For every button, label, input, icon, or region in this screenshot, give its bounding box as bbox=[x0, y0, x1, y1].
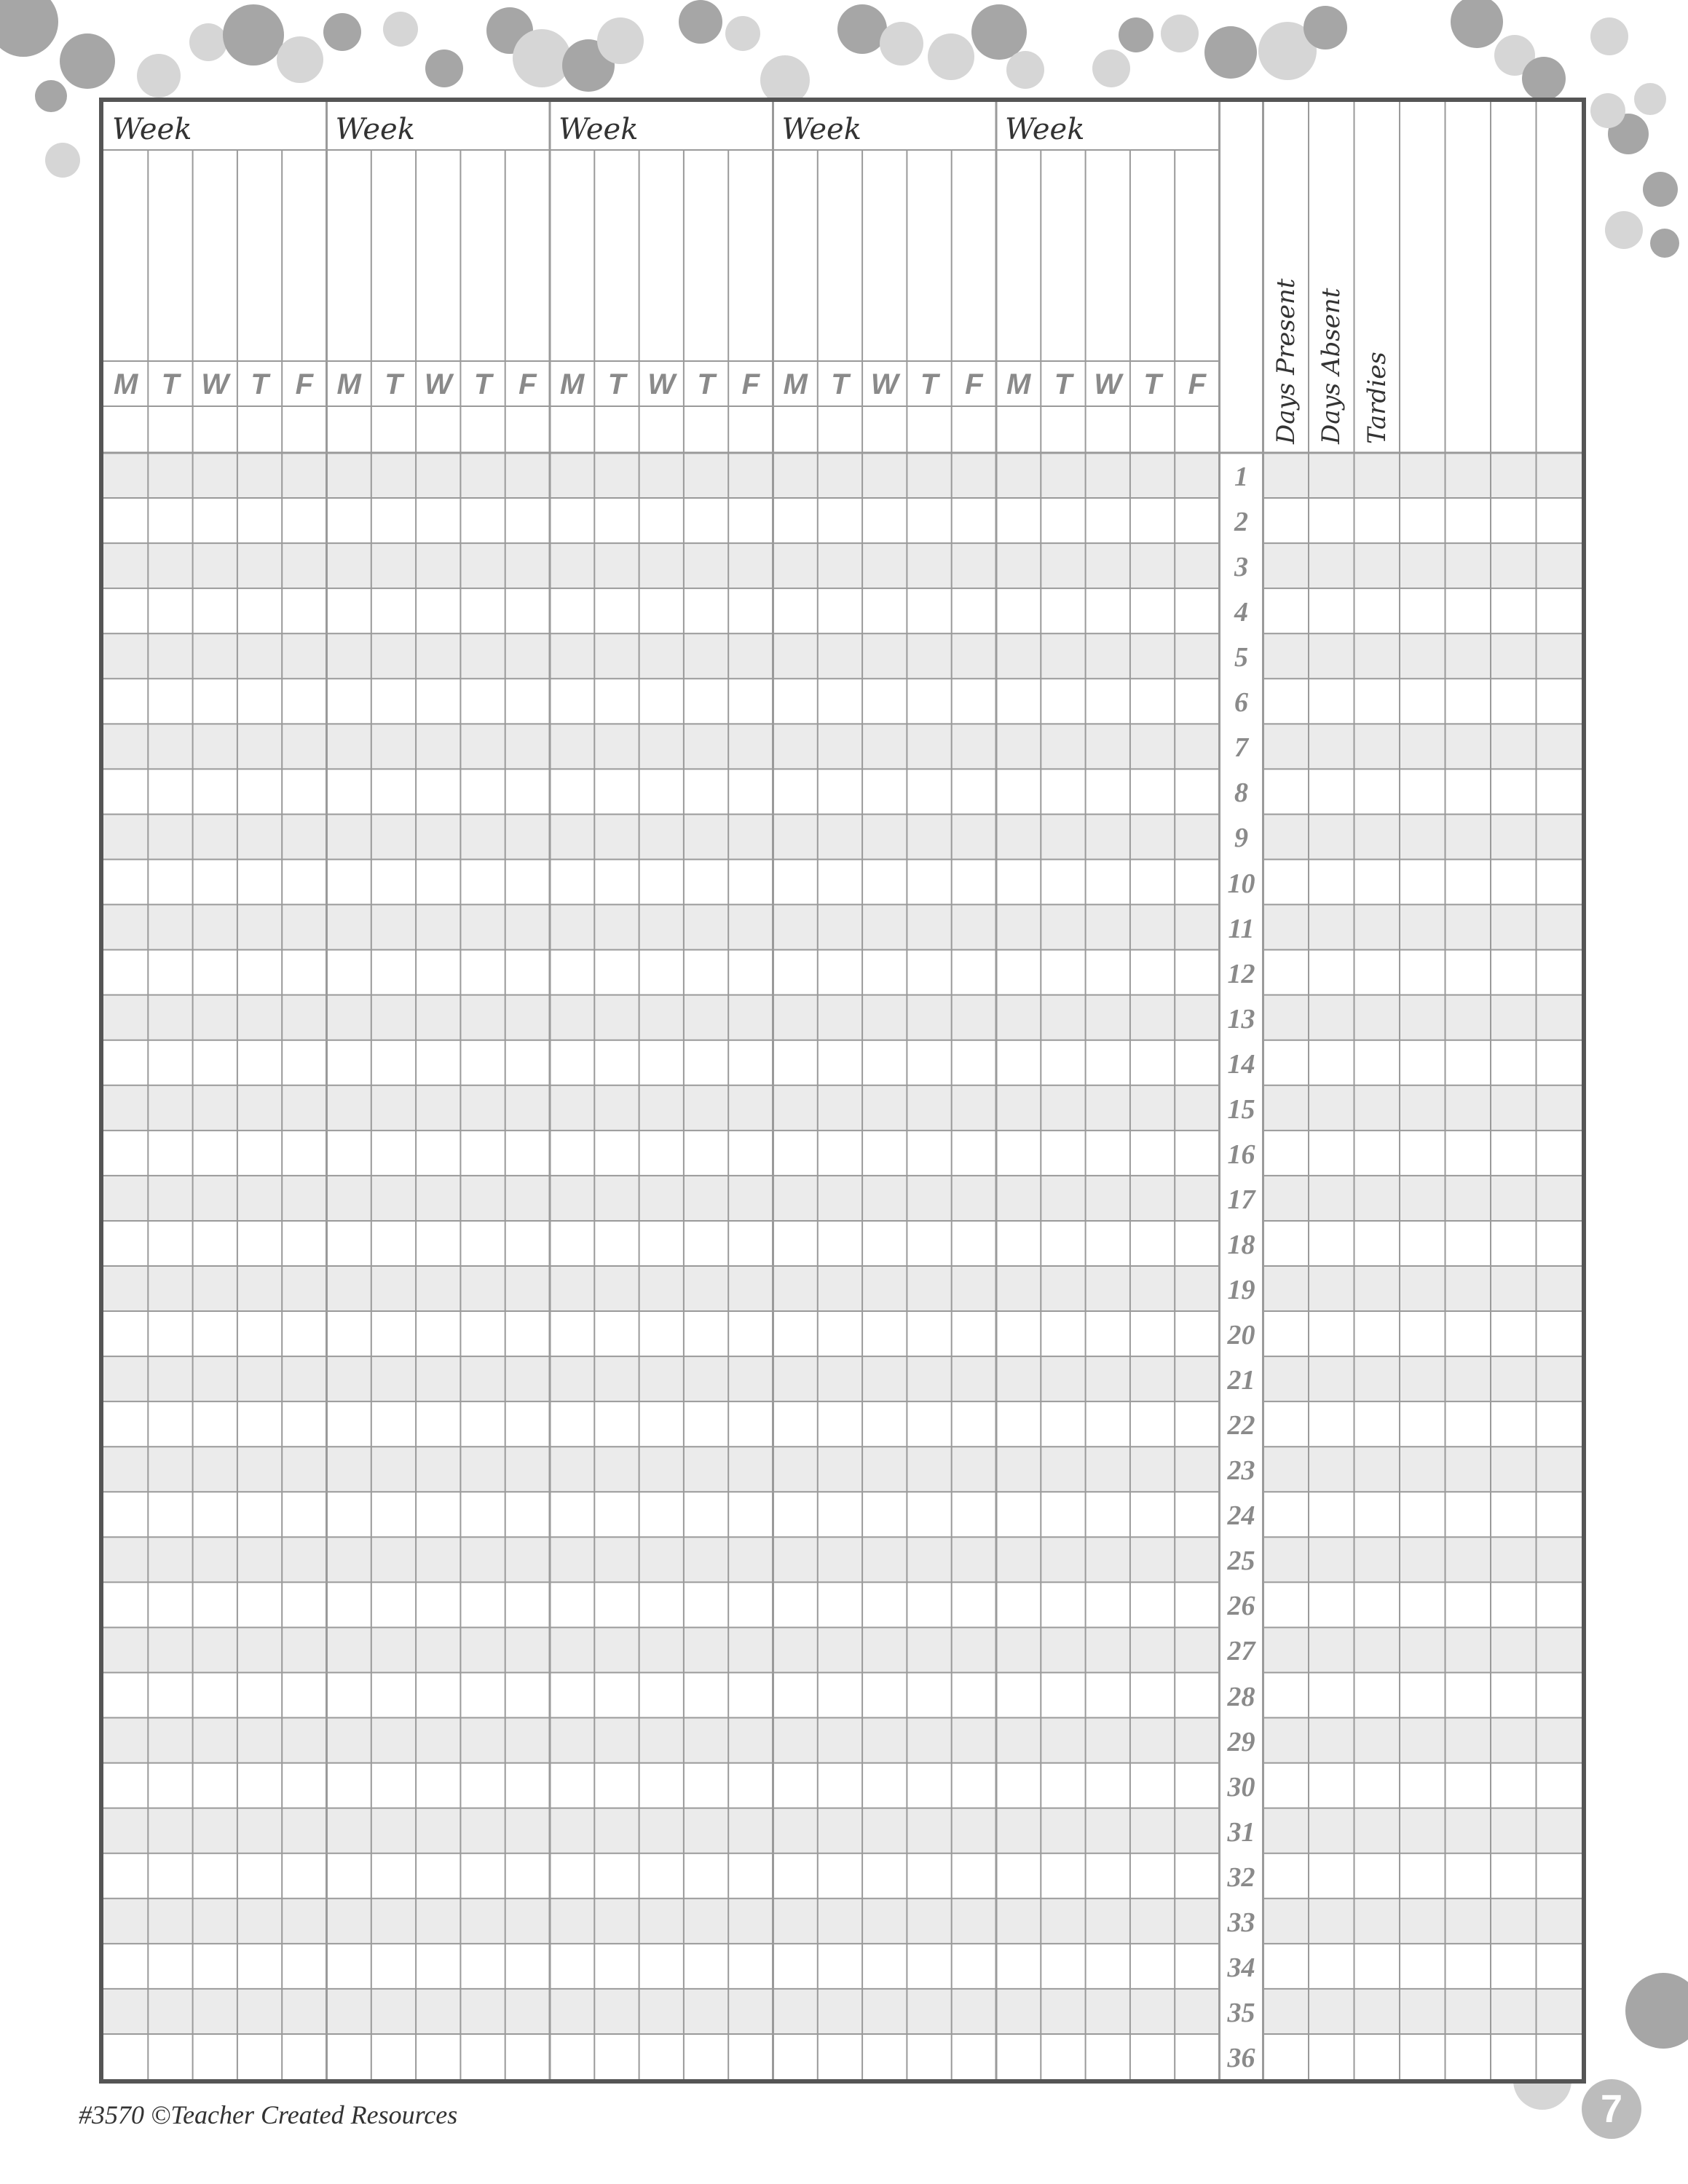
day-label: T bbox=[607, 368, 626, 400]
row-number: 17 bbox=[1227, 1184, 1255, 1215]
attendance-chart bbox=[99, 98, 1586, 2084]
page-number: 7 bbox=[1582, 2079, 1641, 2139]
week-label: Week bbox=[781, 113, 861, 146]
row-number: 21 bbox=[1227, 1365, 1255, 1396]
row-number: 26 bbox=[1227, 1591, 1255, 1622]
confetti-dot bbox=[323, 13, 361, 51]
row-shade bbox=[1263, 1085, 1582, 1131]
row-shade bbox=[103, 814, 1220, 859]
row-shade bbox=[1263, 1266, 1582, 1311]
row-number: 27 bbox=[1227, 1636, 1255, 1667]
row-number: 11 bbox=[1228, 913, 1255, 944]
confetti-dot bbox=[1605, 211, 1643, 249]
confetti-dot bbox=[137, 54, 181, 98]
row-shade bbox=[1263, 1176, 1582, 1221]
row-number: 3 bbox=[1234, 552, 1248, 583]
row-shade bbox=[1263, 1808, 1582, 1853]
row-shade bbox=[103, 633, 1220, 678]
row-shade bbox=[1263, 453, 1582, 498]
confetti-dot bbox=[597, 17, 644, 64]
confetti-dot bbox=[1522, 57, 1566, 100]
confetti-dot bbox=[1494, 35, 1535, 76]
row-number: 23 bbox=[1227, 1455, 1255, 1487]
confetti-dot bbox=[1608, 114, 1649, 154]
confetti-dot bbox=[837, 4, 887, 54]
row-number: 25 bbox=[1227, 1546, 1255, 1577]
row-number: 12 bbox=[1227, 958, 1255, 989]
confetti-dot bbox=[1451, 0, 1503, 48]
confetti-dot bbox=[277, 36, 323, 83]
confetti-dot bbox=[1258, 22, 1317, 80]
row-number: 35 bbox=[1227, 1997, 1255, 2028]
row-number: 30 bbox=[1227, 1771, 1255, 1803]
row-shade bbox=[103, 1808, 1220, 1853]
row-number: 14 bbox=[1227, 1048, 1255, 1080]
row-number: 24 bbox=[1227, 1500, 1255, 1532]
confetti-dot bbox=[486, 7, 533, 54]
row-shade bbox=[1263, 814, 1582, 859]
row-number: 9 bbox=[1234, 823, 1248, 854]
row-number: 7 bbox=[1234, 732, 1248, 764]
row-number: 1 bbox=[1234, 462, 1248, 492]
day-label: W bbox=[424, 368, 452, 400]
tally-column-label: Days Present bbox=[1271, 278, 1301, 444]
week-label: Week bbox=[112, 113, 192, 146]
confetti-dot bbox=[1304, 6, 1347, 50]
week-label: Week bbox=[1005, 113, 1085, 146]
day-label: M bbox=[113, 368, 138, 400]
confetti-dot bbox=[725, 16, 760, 51]
day-label: T bbox=[920, 368, 939, 400]
confetti-dot bbox=[1590, 93, 1625, 128]
confetti-dot bbox=[679, 0, 722, 44]
row-shade bbox=[103, 905, 1220, 950]
day-label: W bbox=[870, 368, 899, 400]
row-shade bbox=[103, 1085, 1220, 1131]
week-label: Week bbox=[335, 113, 415, 146]
row-shade bbox=[103, 1266, 1220, 1311]
row-shade bbox=[1263, 633, 1582, 678]
row-number: 32 bbox=[1227, 1861, 1255, 1893]
confetti-dot bbox=[60, 33, 115, 89]
day-label: W bbox=[201, 368, 229, 400]
day-label: T bbox=[1143, 368, 1162, 400]
row-shade bbox=[1263, 543, 1582, 588]
day-label: T bbox=[831, 368, 849, 400]
day-label: M bbox=[783, 368, 808, 400]
row-shade bbox=[103, 1989, 1220, 2034]
day-label: T bbox=[161, 368, 180, 400]
confetti-dot bbox=[223, 4, 284, 66]
row-shade bbox=[103, 1176, 1220, 1221]
copyright-footer: #3570 ©Teacher Created Resources bbox=[79, 2100, 458, 2129]
row-number: 28 bbox=[1227, 1681, 1255, 1712]
day-label: T bbox=[1054, 368, 1073, 400]
row-number: 4 bbox=[1234, 597, 1248, 628]
confetti-dot bbox=[35, 80, 67, 112]
row-shade bbox=[1263, 1899, 1582, 1944]
confetti-dot bbox=[1092, 50, 1130, 87]
row-number: 19 bbox=[1227, 1275, 1255, 1305]
row-number: 13 bbox=[1227, 1003, 1255, 1034]
row-number: 18 bbox=[1227, 1229, 1255, 1260]
day-label: T bbox=[473, 368, 492, 400]
row-shade bbox=[103, 1718, 1220, 1763]
row-number: 16 bbox=[1227, 1139, 1255, 1170]
tally-column-label: Days Absent bbox=[1317, 288, 1346, 444]
day-label: T bbox=[251, 368, 269, 400]
row-shade bbox=[1263, 1627, 1582, 1672]
day-label: F bbox=[1188, 368, 1207, 400]
row-number: 15 bbox=[1227, 1093, 1255, 1125]
row-shade bbox=[103, 543, 1220, 588]
row-number: 34 bbox=[1227, 1952, 1255, 1983]
row-shade bbox=[1263, 1447, 1582, 1492]
row-shade bbox=[1263, 1989, 1582, 2034]
day-label: T bbox=[384, 368, 403, 400]
row-number: 6 bbox=[1234, 687, 1248, 719]
row-shade bbox=[1263, 1718, 1582, 1763]
row-shade bbox=[103, 1356, 1220, 1401]
day-label: W bbox=[647, 368, 676, 400]
row-number: 5 bbox=[1234, 642, 1248, 673]
confetti-dot bbox=[1590, 17, 1628, 55]
confetti-dot bbox=[971, 4, 1027, 60]
day-label: F bbox=[741, 368, 760, 400]
confetti-dot bbox=[0, 0, 58, 57]
row-shade bbox=[103, 1899, 1220, 1944]
confetti-dot bbox=[1204, 26, 1257, 79]
week-label: Week bbox=[559, 113, 639, 146]
tally-column-label: Tardies bbox=[1362, 352, 1392, 444]
row-number: 31 bbox=[1227, 1816, 1255, 1848]
confetti-dot bbox=[1634, 83, 1666, 115]
row-number: 22 bbox=[1227, 1410, 1255, 1441]
confetti-dot bbox=[1006, 51, 1044, 89]
row-shade bbox=[1263, 1356, 1582, 1401]
day-label: F bbox=[295, 368, 314, 400]
row-number: 29 bbox=[1227, 1726, 1255, 1757]
confetti-dot bbox=[383, 12, 418, 47]
row-shade bbox=[103, 724, 1220, 769]
day-label: F bbox=[965, 368, 983, 400]
confetti-dot bbox=[880, 22, 923, 66]
row-number: 10 bbox=[1227, 868, 1255, 899]
confetti-dot bbox=[1119, 17, 1153, 52]
row-number: 20 bbox=[1227, 1320, 1255, 1351]
day-label: M bbox=[1006, 368, 1031, 400]
row-shade bbox=[1263, 995, 1582, 1040]
confetti-dot bbox=[45, 143, 80, 178]
day-label: W bbox=[1094, 368, 1122, 400]
confetti-dot bbox=[562, 39, 615, 92]
row-shade bbox=[103, 995, 1220, 1040]
row-shade bbox=[103, 1447, 1220, 1492]
day-label: T bbox=[697, 368, 715, 400]
row-number: 36 bbox=[1227, 2042, 1255, 2073]
row-shade bbox=[103, 453, 1220, 498]
day-label: M bbox=[336, 368, 361, 400]
confetti-dot bbox=[1650, 229, 1679, 258]
confetti-dot bbox=[928, 33, 974, 80]
confetti-dot bbox=[189, 23, 227, 61]
row-shade bbox=[1263, 905, 1582, 950]
day-label: F bbox=[518, 368, 537, 400]
row-number: 33 bbox=[1227, 1907, 1255, 1938]
row-shade bbox=[1263, 1537, 1582, 1582]
confetti-dot bbox=[1161, 15, 1199, 52]
confetti-dot bbox=[425, 50, 463, 87]
row-shade bbox=[103, 1627, 1220, 1672]
confetti-dot bbox=[513, 29, 571, 87]
row-shade bbox=[1263, 724, 1582, 769]
row-number: 8 bbox=[1234, 778, 1248, 809]
row-number: 2 bbox=[1234, 507, 1248, 538]
row-shade bbox=[103, 1537, 1220, 1582]
confetti-dot bbox=[1643, 172, 1678, 207]
confetti-dot bbox=[1625, 1973, 1688, 2049]
day-label: M bbox=[559, 368, 585, 400]
